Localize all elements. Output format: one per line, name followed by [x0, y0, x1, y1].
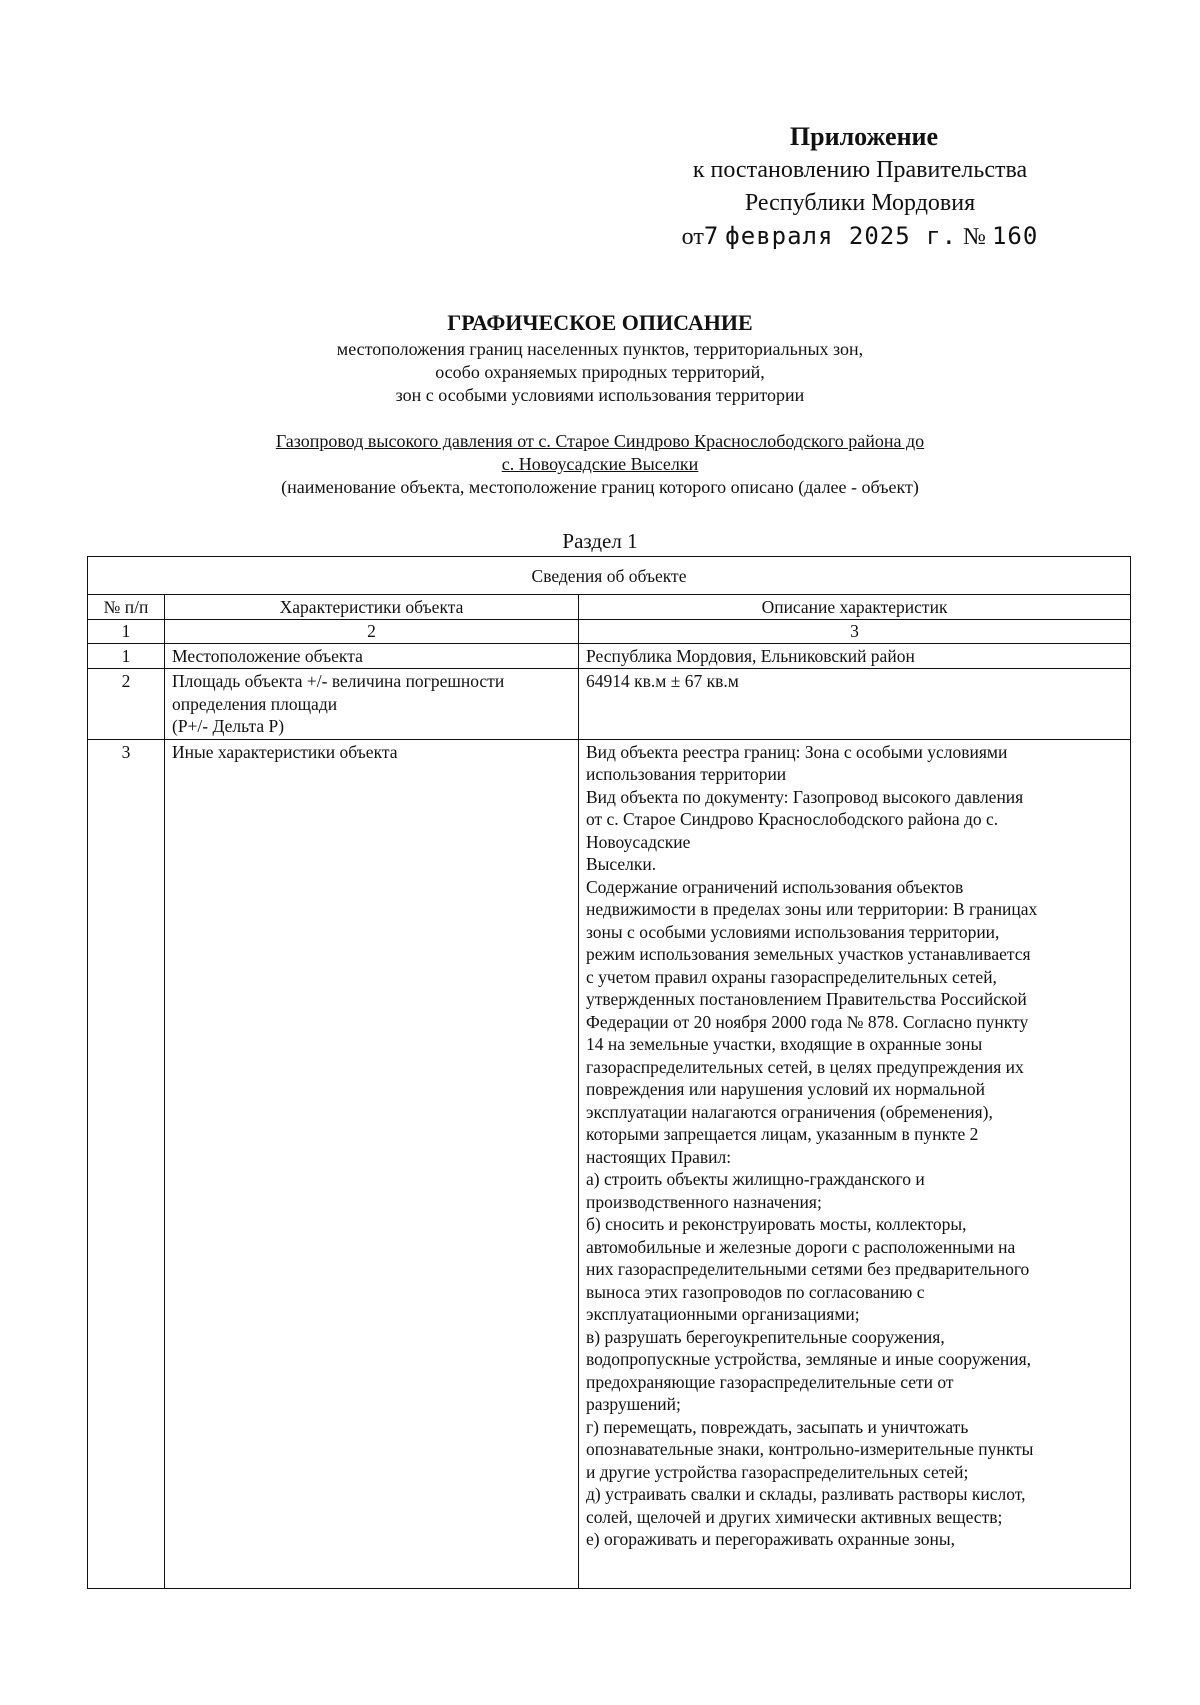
row-number: 2	[88, 669, 165, 740]
description-line: от с. Старое Синдрово Краснослободского района до с.	[586, 809, 999, 829]
description-line: повреждения или нарушения условий их нормальной	[586, 1079, 985, 1099]
characteristic-line: определения площади	[172, 693, 338, 714]
description-line: которыми запрещается лицам, указанным в пункте 2	[586, 1124, 979, 1144]
appendix-line-2: Республики Мордовия	[744, 190, 976, 216]
description-line: недвижимости в пределах зоны или территории: В границах	[586, 899, 1038, 919]
description-line: настоящих Правил:	[586, 1146, 732, 1167]
table-header-row	[88, 594, 1131, 620]
description-line: автомобильные и железные дороги с расположенными на	[586, 1236, 1016, 1257]
heading-line-3: зон с особыми условиями использования территории	[395, 385, 805, 405]
description-line: Вид объекта по документу: Газопровод высокого давления	[586, 786, 1024, 807]
description-line: выноса этих газопроводов по согласованию с	[586, 1281, 925, 1302]
object-name-line-1: Газопровод высокого давления от с. Старое Синдрово Краснослободского района до	[275, 431, 925, 451]
description-line: разрушений;	[586, 1394, 681, 1414]
description-line: Вид объекта реестра границ: Зона с особыми условиями	[586, 741, 1008, 762]
description-line: в) разрушать берегоукрепительные сооружения,	[586, 1326, 945, 1347]
row-number: 1	[88, 643, 165, 669]
header-characteristic: Характеристики объекта	[165, 594, 579, 620]
row-description	[579, 739, 1131, 1588]
number-sign: №	[963, 224, 986, 250]
row-characteristic	[165, 643, 579, 669]
description-line: д) устраивать свалки и склады, разливать растворы кислот,	[586, 1484, 1026, 1504]
description-line: эксплуатации налагаются ограничения (обременения),	[586, 1101, 993, 1122]
description-line: Республика Мордовия, Ельниковский район	[586, 645, 915, 666]
characteristic-line: Площадь объекта +/- величина погрешности	[172, 671, 505, 691]
description-line: с учетом правил охраны газораспределительных сетей,	[586, 966, 997, 987]
description-line: использования территории	[586, 764, 787, 784]
appendix-block	[600, 120, 1120, 254]
heading-line-1: местоположения границ населенных пунктов, территориальных зон,	[336, 339, 864, 359]
object-name-line-2: с. Новоусадские Выселки	[501, 454, 699, 474]
description-line: 64914 кв.м ± 67 кв.м	[586, 671, 739, 691]
column-number-3: 3	[579, 620, 1131, 644]
characteristic-line: Местоположение объекта	[172, 645, 363, 666]
column-number-row	[88, 620, 1131, 644]
description-line: производственного назначения;	[586, 1191, 822, 1212]
appendix-line-1: к постановлению Правительства	[692, 157, 1028, 183]
appendix-title: Приложение	[789, 122, 939, 151]
row-description	[579, 643, 1131, 669]
date-prefix: от	[681, 224, 704, 250]
row-characteristic	[165, 669, 579, 740]
description-line: 14 на земельные участки, входящие в охранные зоны	[586, 1034, 983, 1054]
document-number: 160	[991, 222, 1039, 250]
description-line: них газораспределительными сетями без предварительного	[586, 1259, 1030, 1279]
description-line: г) перемещать, повреждать, засыпать и уничтожать	[586, 1416, 969, 1437]
description-line: б) сносить и реконструировать мосты, коллекторы,	[586, 1214, 967, 1234]
object-name-block	[80, 430, 1120, 499]
description-line: е) огораживать и перегораживать охранные зоны,	[586, 1529, 956, 1549]
table-row	[88, 669, 1131, 740]
heading-title: ГРАФИЧЕСКОЕ ОПИСАНИЕ	[447, 310, 753, 335]
description-line: газораспределительных сетей, в целях предупреждения их	[586, 1056, 1024, 1077]
description-line: водопропускные устройства, земляные и иные сооружения,	[586, 1349, 1032, 1369]
object-name-caption: (наименование объекта, местоположение границ которого описано (далее - объект)	[281, 477, 919, 497]
row-description	[579, 669, 1131, 740]
heading-line-2: особо охраняемых природных территорий,	[435, 362, 765, 382]
description-line: утвержденных постановлением Правительства Российской	[586, 989, 1027, 1009]
column-number-1: 1	[88, 620, 165, 644]
appendix-date	[600, 220, 1120, 254]
section-label: Раздел 1	[562, 529, 638, 553]
description-line: Выселки.	[586, 854, 657, 874]
header-description: Описание характеристик	[579, 594, 1131, 620]
row-characteristic	[165, 739, 579, 1588]
column-number-2: 2	[165, 620, 579, 644]
description-line: эксплуатационными организациями;	[586, 1304, 860, 1324]
description-line: Федерации от 20 ноября 2000 года № 878. Согласно пункту	[586, 1011, 1029, 1032]
characteristic-line: (Р+/- Дельта Р)	[172, 716, 285, 736]
description-line: предохраняющие газораспределительные сети от	[586, 1371, 954, 1392]
date-day: 7	[703, 222, 720, 250]
table-row	[88, 643, 1131, 669]
description-line: опознавательные знаки, контрольно-измерительные пункты	[586, 1439, 1034, 1459]
table-row	[88, 739, 1131, 1588]
description-line: Новоусадские	[586, 831, 691, 852]
object-info-table	[87, 556, 1131, 1589]
description-line: солей, щелочей и других химически активных веществ;	[586, 1506, 1003, 1527]
description-line: и другие устройства газораспределительных сетей;	[586, 1461, 969, 1482]
document-heading	[80, 308, 1120, 407]
date-month-year: февраля 2025 г.	[725, 222, 958, 250]
header-number: № п/п	[88, 594, 165, 620]
row-number: 3	[88, 739, 165, 1588]
table-caption-row	[88, 557, 1131, 595]
description-line: режим использования земельных участков устанавливается	[586, 944, 1031, 964]
characteristic-line: Иные характеристики объекта	[172, 741, 398, 762]
table-caption: Сведения об объекте	[88, 557, 1131, 595]
description-line: Содержание ограничений использования объектов	[586, 876, 964, 897]
description-line: зоны с особыми условиями использования территории,	[586, 921, 1000, 942]
description-line: а) строить объекты жилищно-гражданского и	[586, 1169, 925, 1189]
